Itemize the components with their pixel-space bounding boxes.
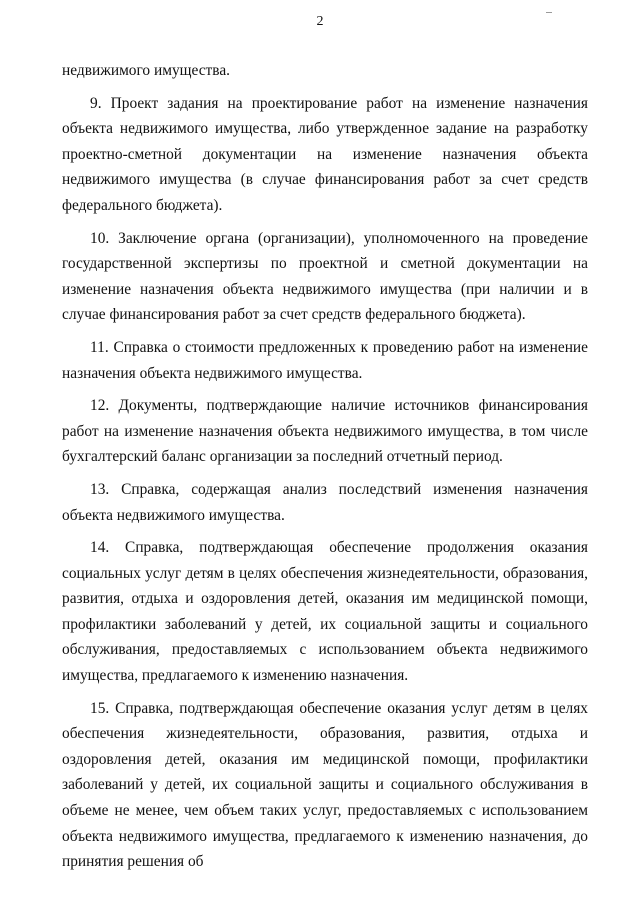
scan-artifact [546,12,552,13]
paragraph-item-15: 15. Справка, подтверждающая обеспечение оказания услуг детям в целях обеспечения жизнедеятельности, образования, развития, отдыха и оздоровления детей, оказания им медицинской помощи, профилактики заболеваний у детей, их социальной защиты и социального обслуживания в объеме не менее, чем объем таких услуг, предоставляемых с использованием объекта недвижимого имущества, предлагаемого к изменению назначения, до принятия решения об [62,699,588,871]
paragraph-item-13: 13. Справка, содержащая анализ последствий изменения назначения объекта недвижимого имущества. [62,480,588,524]
page-number: 2 [316,14,324,29]
paragraph-item-10: 10. Заключение органа (организации), уполномоченного на проведение государственной экспертизы по проектной и сметной документации на изменение назначения объекта недвижимого имущества (при наличии и в случае финансирования работ за счет средств федерального бюджета). [62,229,588,324]
document-body [62,58,588,875]
paragraph-item-9: 9. Проект задания на проектирование работ на изменение назначения объекта недвижимого имущества, либо утвержденное задание на разработку проектно-сметной документации на изменение назначения объекта недвижимого имущества (в случае финансирования работ за счет средств федерального бюджета). [62,94,588,214]
paragraph-item-11: 11. Справка о стоимости предложенных к проведению работ на изменение назначения объекта недвижимого имущества. [62,338,588,382]
paragraph-item-12: 12. Документы, подтверждающие наличие источников финансирования работ на изменение назначения объекта недвижимого имущества, в том числе бухгалтерский баланс организации за последний отчетный период. [62,397,588,466]
paragraph-item-14: 14. Справка, подтверждающая обеспечение продолжения оказания социальных услуг детям в целях обеспечения жизнедеятельности, образования, развития, отдыха и оздоровления детей, оказания им медицинской помощи, профилактики заболеваний у детей, их социальной защиты и социального обслуживания, предоставляемых с использованием объекта недвижимого имущества, предлагаемого к изменению назначения. [62,539,588,685]
paragraph-continuation: недвижимого имущества. [62,62,231,79]
